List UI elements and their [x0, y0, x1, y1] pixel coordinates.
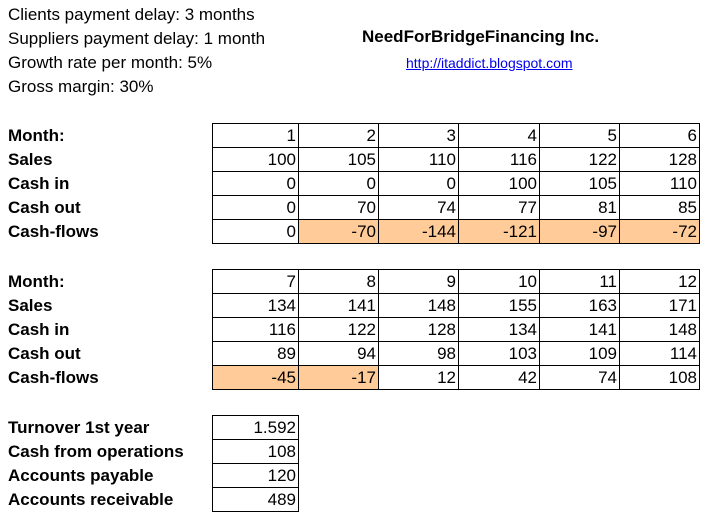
cell: 103: [459, 342, 540, 366]
cell: 89: [213, 342, 299, 366]
summary-label-accounts-payable: Accounts payable: [8, 466, 154, 485]
cell: 0: [213, 172, 299, 196]
cell: 70: [299, 196, 379, 220]
table-summary: [212, 415, 299, 512]
cell: 11: [540, 270, 620, 294]
cell: 74: [540, 366, 620, 390]
cell: 116: [459, 148, 540, 172]
t1-label-cash-in: Cash in: [8, 174, 70, 193]
param-gross-margin: Gross margin: 30%: [8, 77, 154, 96]
cell: 77: [459, 196, 540, 220]
cell-negative: -17: [299, 366, 379, 390]
table-row-sales: [213, 294, 700, 318]
t2-label-month: Month:: [8, 272, 65, 291]
cell: 128: [379, 318, 459, 342]
t2-label-cash-in: Cash in: [8, 320, 70, 339]
param-suppliers-delay: Suppliers payment delay: 1 month: [8, 29, 266, 48]
summary-label-turnover: Turnover 1st year: [8, 418, 150, 437]
table-row-cash-out: [213, 342, 700, 366]
cell: 110: [620, 172, 700, 196]
table-row-cash-in: [213, 318, 700, 342]
cell: 109: [540, 342, 620, 366]
table-row-cash-out: [213, 196, 700, 220]
cell: 0: [379, 172, 459, 196]
summary-label-cash-operations: Cash from operations: [8, 442, 184, 461]
table-row-cash-flows: [213, 366, 700, 390]
cell: 100: [213, 148, 299, 172]
cell: 108: [620, 366, 700, 390]
cell: 4: [459, 124, 540, 148]
t2-label-sales: Sales: [8, 296, 53, 315]
cell: 12: [379, 366, 459, 390]
cell-negative: -121: [459, 220, 540, 244]
param-growth-rate: Growth rate per month: 5%: [8, 53, 213, 72]
cell: 8: [299, 270, 379, 294]
param-clients-delay: Clients payment delay: 3 months: [8, 5, 255, 24]
cell: 128: [620, 148, 700, 172]
cell: 0: [213, 220, 299, 244]
cell: 134: [459, 318, 540, 342]
cell: 6: [620, 124, 700, 148]
t2-label-cash-out: Cash out: [8, 344, 81, 363]
cell: 100: [459, 172, 540, 196]
t1-label-cash-flows: Cash-flows: [8, 222, 99, 241]
cell-negative: -144: [379, 220, 459, 244]
cell: 122: [299, 318, 379, 342]
cell: 141: [540, 318, 620, 342]
table-row-month: [213, 270, 700, 294]
cell: 3: [379, 124, 459, 148]
cell-negative: -45: [213, 366, 299, 390]
cell: 81: [540, 196, 620, 220]
table-row-sales: [213, 148, 700, 172]
table-row-month: [213, 124, 700, 148]
cell: 134: [213, 294, 299, 318]
table-row: [213, 464, 299, 488]
table-row-cash-flows: [213, 220, 700, 244]
t1-label-sales: Sales: [8, 150, 53, 169]
cell: 12: [620, 270, 700, 294]
cell: 114: [620, 342, 700, 366]
cell-negative: -72: [620, 220, 700, 244]
summary-cash-operations-value: 108: [213, 440, 299, 464]
cell: 141: [299, 294, 379, 318]
cell: 116: [213, 318, 299, 342]
blog-link[interactable]: http://itaddict.blogspot.com: [406, 55, 573, 71]
cell: 171: [620, 294, 700, 318]
cell: 74: [379, 196, 459, 220]
table-row-cash-in: [213, 172, 700, 196]
cell-negative: -70: [299, 220, 379, 244]
cell: 7: [213, 270, 299, 294]
t2-label-cash-flows: Cash-flows: [8, 368, 99, 387]
cell: 9: [379, 270, 459, 294]
cell: 94: [299, 342, 379, 366]
cell: 0: [299, 172, 379, 196]
summary-turnover-value: 1.592: [213, 416, 299, 440]
cell: 148: [379, 294, 459, 318]
table-row: [213, 416, 299, 440]
cell-negative: -97: [540, 220, 620, 244]
cell: 5: [540, 124, 620, 148]
cell: 110: [379, 148, 459, 172]
cell: 105: [540, 172, 620, 196]
table-months-7-12: [212, 269, 700, 390]
t1-label-cash-out: Cash out: [8, 198, 81, 217]
cell: 42: [459, 366, 540, 390]
cell: 10: [459, 270, 540, 294]
cell: 0: [213, 196, 299, 220]
cell: 163: [540, 294, 620, 318]
table-months-1-6: [212, 123, 700, 244]
summary-accounts-receivable-value: 489: [213, 488, 299, 512]
cell: 155: [459, 294, 540, 318]
company-name: NeedForBridgeFinancing Inc.: [362, 27, 600, 46]
cell: 2: [299, 124, 379, 148]
table-row: [213, 440, 299, 464]
cell: 148: [620, 318, 700, 342]
cell: 1: [213, 124, 299, 148]
cell: 85: [620, 196, 700, 220]
cell: 122: [540, 148, 620, 172]
cell: 105: [299, 148, 379, 172]
table-row: [213, 488, 299, 512]
cell: 98: [379, 342, 459, 366]
t1-label-month: Month:: [8, 126, 65, 145]
summary-label-accounts-receivable: Accounts receivable: [8, 490, 174, 509]
summary-accounts-payable-value: 120: [213, 464, 299, 488]
